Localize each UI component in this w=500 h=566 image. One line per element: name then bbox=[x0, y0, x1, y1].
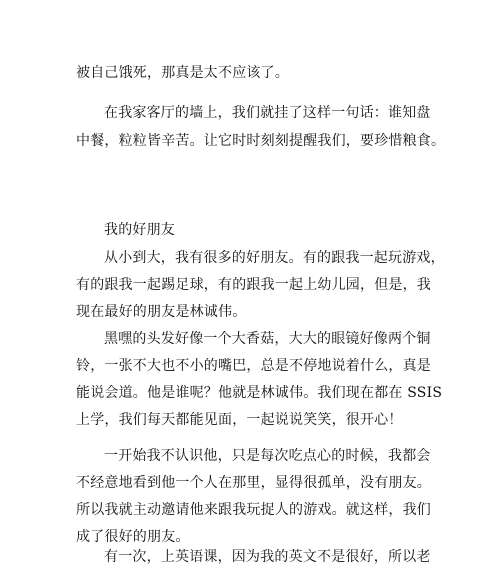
text-line: 上学，我们每天都能见面，一起说说笑笑，很开心！ bbox=[76, 412, 403, 428]
text-line: 能说会道。他是谁呢？他就是林诚伟。我们现在都在 SSIS bbox=[76, 385, 443, 401]
text-line: 一开始我不认识他，只是每次吃点心的时候，我都会 bbox=[104, 448, 431, 464]
text-line: 黑嘿的头发好像一个大香菇，大大的眼镜好像两个铜 bbox=[104, 331, 431, 347]
text-line: 有一次，上英语课，因为我的英文不是很好，所以老 bbox=[104, 549, 431, 565]
text-line: 从小到大，我有很多的好朋友。有的跟我一起玩游戏， bbox=[104, 250, 445, 266]
essay-title: 我的好朋友 bbox=[104, 222, 175, 238]
text-line: 有的跟我一起踢足球，有的跟我一起上幼儿园，但是，我 bbox=[76, 277, 431, 293]
text-line: 所以我就主动邀请他来跟我玩捉人的游戏。就这样，我们 bbox=[76, 502, 431, 518]
text-line: 在我家客厅的墙上，我们就挂了这样一句话：谁知盘 bbox=[104, 105, 431, 121]
text-line: 中餐，粒粒皆辛苦。让它时时刻刻提醒我们，要珍惜粮食。 bbox=[76, 133, 446, 149]
text-line: 被自己饿死，那真是太不应该了。 bbox=[76, 65, 289, 81]
text-line: 铃，一张不大也不小的嘴巴，总是不停地说着什么，真是 bbox=[76, 358, 431, 374]
text-line: 不经意地看到他一个人在那里，显得很孤单，没有朋友。 bbox=[76, 475, 431, 491]
text-line: 成了很好的朋友。 bbox=[76, 529, 190, 545]
text-line: 现在最好的朋友是林诚伟。 bbox=[76, 304, 247, 320]
